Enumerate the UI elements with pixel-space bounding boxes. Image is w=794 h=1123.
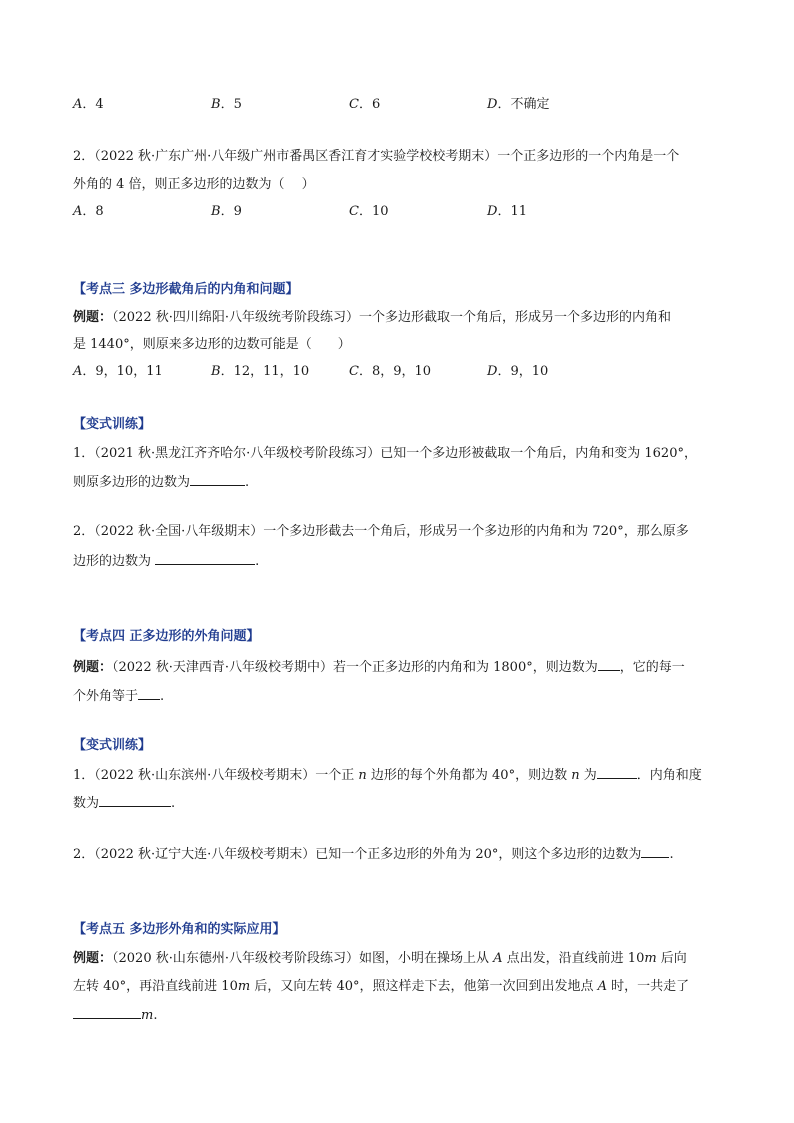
k3-example-line1: 例题：（2022 秋·四川绵阳·八年级统考阶段练习）一个多边形截取一个角后，形成另一个多边形的内角和 [73, 310, 671, 325]
k3-practice2-line2: 边形的边数为 . [73, 550, 259, 572]
option-b: B．9 [211, 204, 242, 219]
option-c: C．10 [349, 204, 389, 219]
k4-example-line1: 例题：（2022 秋·天津西青·八年级校考期中）若一个正多边形的内角和为 1800°，则边数为 ，它的每一 [73, 656, 685, 678]
k3-example-line2: 是 1440°，则原来多边形的边数可能是（ ） [73, 337, 351, 352]
k4-practice1-line1: 1．（2022 秋·山东滨州·八年级校考期末）一个正 n 边形的每个外角都为 40°，则边数 n 为 ．内角和度 [73, 764, 702, 786]
option-a: A．4 [73, 97, 104, 112]
k3-practice1-line2: 则原多边形的边数为 . [73, 471, 249, 493]
answer-blank[interactable] [597, 764, 637, 779]
option-d: D．11 [487, 204, 527, 219]
section-heading-k5: 【考点五 多边形外角和的实际应用】 [73, 922, 286, 937]
answer-blank[interactable] [641, 843, 669, 858]
k3-practice2-line1: 2．（2022 秋·全国·八年级期末）一个多边形截去一个角后，形成另一个多边形的内角和为 720°，那么原多 [73, 524, 689, 539]
answer-blank[interactable] [138, 685, 160, 700]
k4-practice1-line2: 数为 . [73, 792, 175, 814]
k4-example-line2: 个外角等于 . [73, 685, 164, 707]
section-heading-k4: 【考点四 正多边形的外角问题】 [73, 629, 260, 644]
k5-example-line1: 例题：（2020 秋·山东德州·八年级校考阶段练习）如图，小明在操场上从 A 点出发，沿直线前进 10m 后向 [73, 951, 687, 966]
k5-example-line2: 左转 40°，再沿直线前进 10m 后，又向左转 40°，照这样走下去，他第一次回到出发地点 A 时，一共走了 [73, 979, 690, 994]
answer-blank[interactable] [598, 656, 620, 671]
answer-blank[interactable] [155, 550, 255, 565]
k4-practice2-line1: 2．（2022 秋·辽宁大连·八年级校考期末）已知一个正多边形的外角为 20°，则这个多边形的边数为 . [73, 843, 674, 865]
k5-example-line3: m. [73, 1004, 157, 1026]
section-heading-k3: 【考点三 多边形截角后的内角和问题】 [73, 282, 299, 297]
option-b: B．12，11，10 [211, 364, 310, 379]
q2-line1: 2．（2022 秋·广东广州·八年级广州市番禺区香江育才实验学校校考期末）一个正多边形的一个内角是一个 [73, 149, 680, 164]
option-b: B．5 [211, 97, 242, 112]
option-c: C．6 [349, 97, 381, 112]
practice-heading-k3: 【变式训练】 [73, 417, 152, 432]
q2-line2: 外角的 4 倍，则正多边形的边数为（ ） [73, 177, 315, 192]
answer-blank[interactable] [99, 792, 171, 807]
answer-blank[interactable] [190, 471, 245, 486]
option-d: D．不确定 [487, 97, 550, 112]
practice-heading-k4: 【变式训练】 [73, 738, 152, 753]
k3-practice1-line1: 1．（2021 秋·黑龙江齐齐哈尔·八年级校考阶段练习）已知一个多边形被截取一个角后，内角和变为 1620°， [73, 446, 697, 461]
answer-blank[interactable] [73, 1004, 141, 1019]
option-d: D．9，10 [487, 364, 549, 379]
option-a: A．8 [73, 204, 104, 219]
option-c: C．8，9，10 [349, 364, 432, 379]
option-a: A．9，10，11 [73, 364, 163, 379]
